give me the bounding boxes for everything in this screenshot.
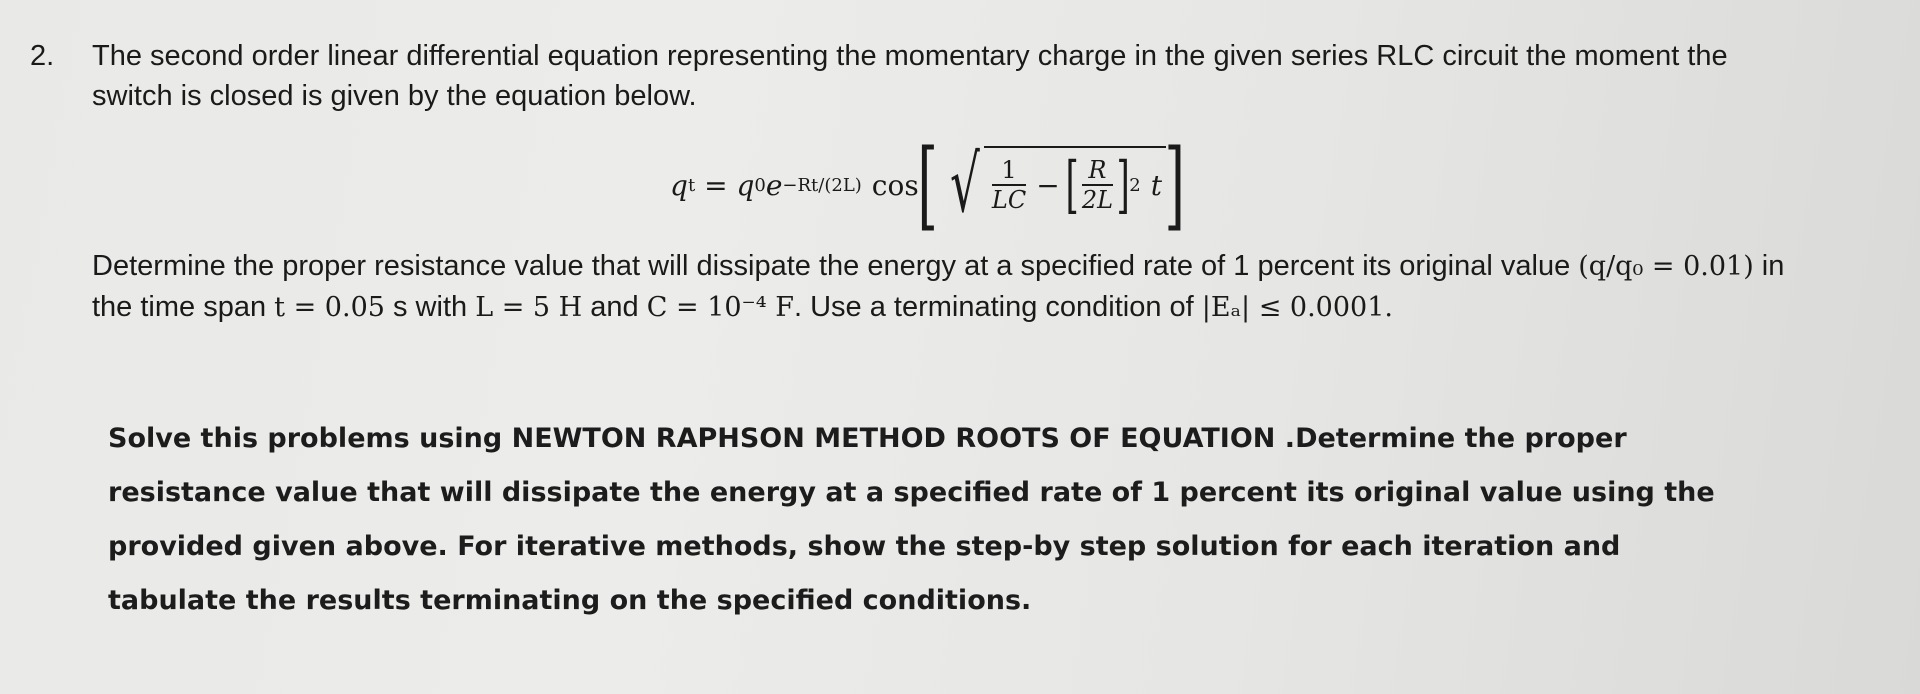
determine-line-1: Determine the proper resistance value that will dissipate the energy at a specified rate of 1 percent its original	[92, 250, 1493, 282]
frac2-num: R	[1088, 156, 1107, 184]
eq-left-bracket: [	[917, 129, 938, 241]
eq-q0-sub: 0	[754, 174, 766, 196]
determine-paragraph	[92, 246, 1812, 328]
seconds-with-text: s with	[393, 291, 468, 323]
time-span-text: in the time span	[92, 250, 1785, 323]
problem-number: 2.	[30, 40, 55, 72]
eq-radicand	[984, 146, 1166, 221]
eq-exponent: −Rt/(2L)	[782, 174, 862, 196]
eq-equals: =	[695, 168, 737, 202]
eq-power: 2	[1129, 174, 1141, 196]
frac2-den: 2L	[1081, 186, 1114, 214]
ratio-expression: (q/q₀ = 0.01)	[1578, 251, 1754, 282]
eq-frac-1-over-lc	[992, 156, 1026, 214]
terminating-text: . Use a terminating condition of	[793, 291, 1194, 323]
eq-q0: q	[736, 168, 755, 202]
eq-minus: −	[1036, 168, 1060, 202]
frac1-num: 1	[1001, 156, 1017, 184]
eq-sqrt	[940, 140, 1166, 230]
problem-intro: The second order linear differential equation representing the momentary charge in the given series RLC circuit the moment the switch is closed is given by the equation below.	[92, 40, 1728, 112]
eq-lhs-sub: t	[687, 174, 696, 196]
eq-inner-left-bracket: [	[1065, 148, 1079, 221]
eq-cos: cos	[871, 168, 919, 202]
eq-lhs: q	[670, 168, 688, 202]
radical-sign: √	[950, 140, 980, 230]
eq-right-bracket: ]	[1164, 129, 1186, 241]
capacitance-value: C = 10⁻⁴ F	[646, 292, 794, 323]
frac1-den: LC	[991, 186, 1027, 214]
value-label: value	[1500, 250, 1571, 282]
eq-t: t	[1150, 168, 1162, 202]
solve-instructions: Solve this problems using NEWTON RAPHSON METHOD ROOTS OF EQUATION .Determine the proper resistance value that will dissipate the energy at a specified rate of 1 percent its original value using the provided given above. For iterative methods, show the step-by step solution for each iteration and tabulate the results terminating on the specified conditions.	[108, 423, 1715, 616]
eq-exp-base: e	[765, 168, 783, 202]
t-value: t = 0.05	[274, 292, 385, 323]
eq-inner-right-bracket: ]	[1116, 148, 1130, 221]
eq-frac-r-over-2l	[1082, 156, 1113, 214]
and-text: and	[590, 291, 639, 323]
inductance-value: L = 5 H	[475, 292, 583, 323]
terminating-condition: |Eₐ| ≤ 0.0001.	[1201, 292, 1393, 323]
charge-equation	[670, 129, 1186, 241]
